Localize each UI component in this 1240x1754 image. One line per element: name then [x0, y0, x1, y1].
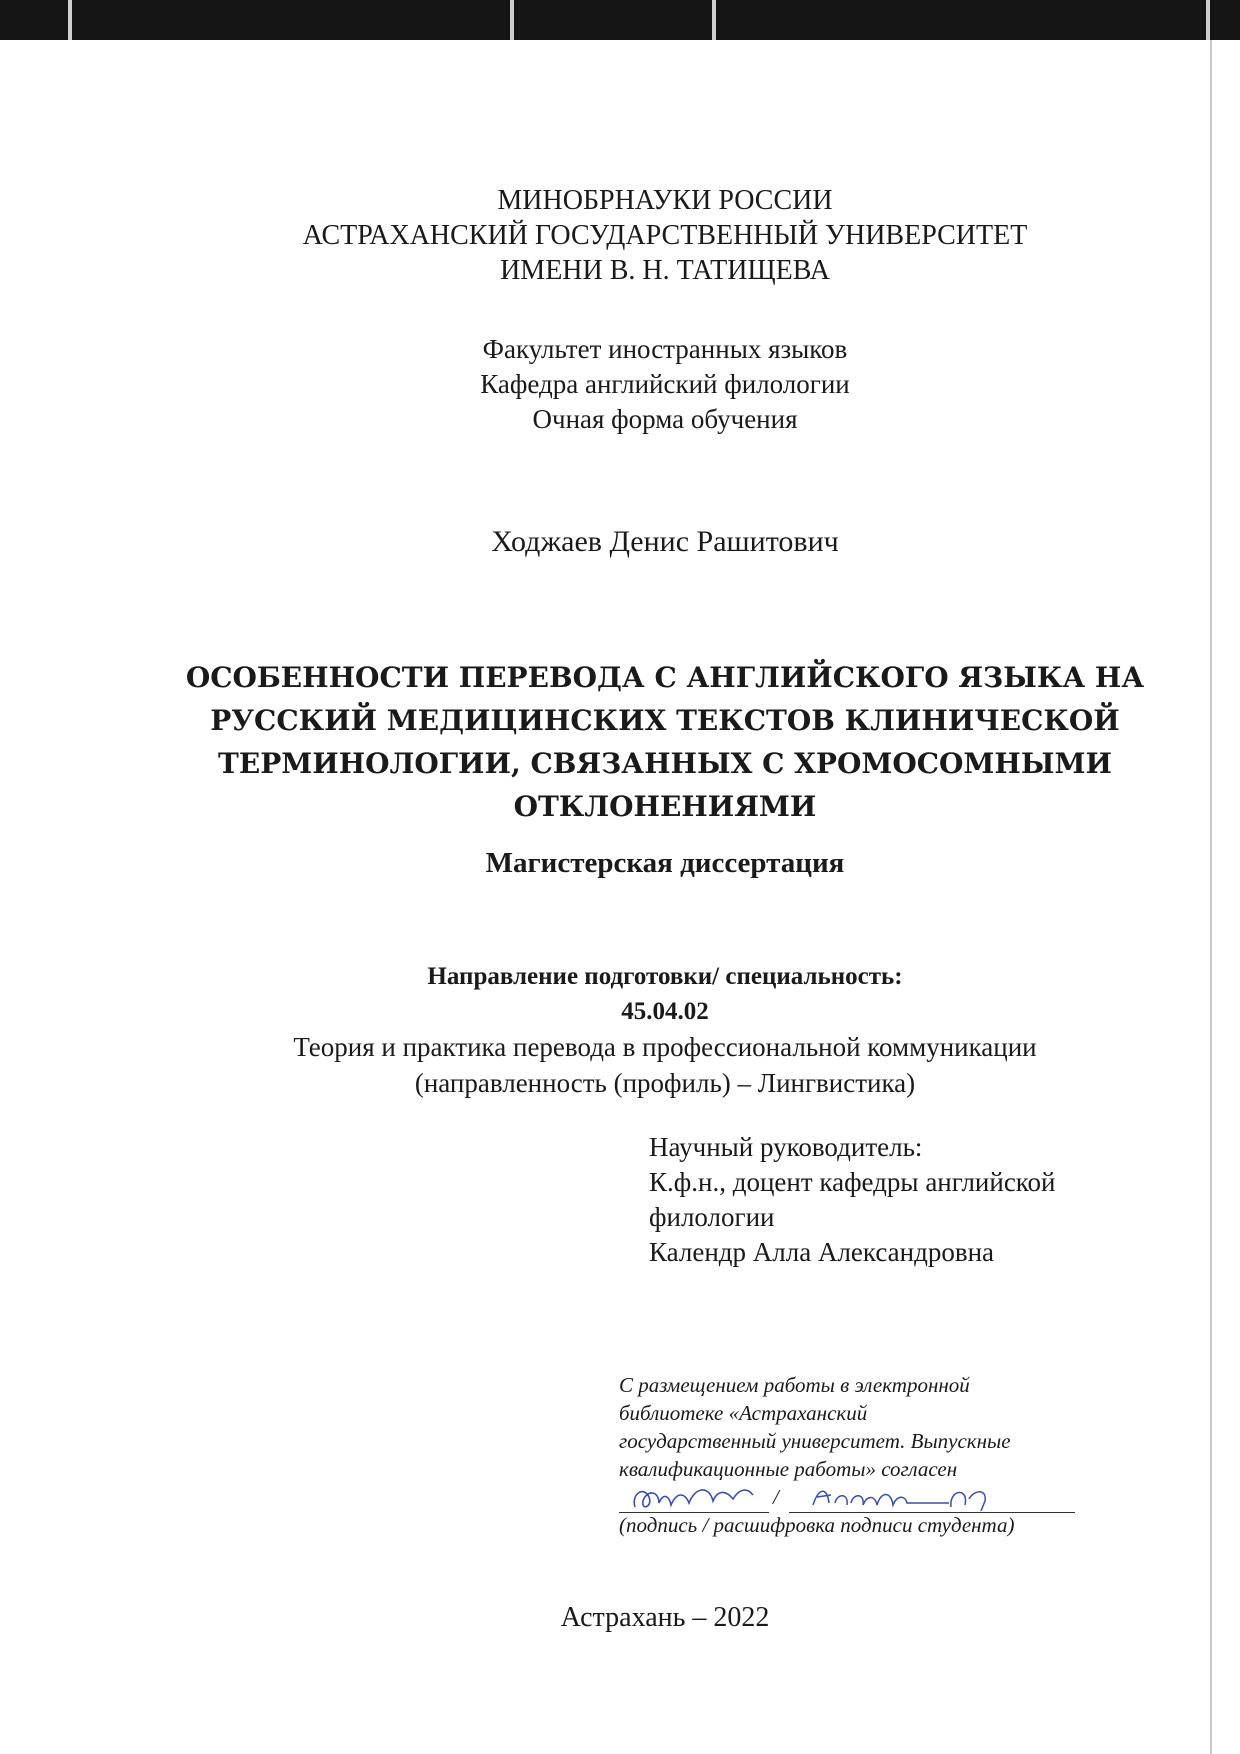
title-line: ОТКЛОНЕНИЯМИ	[513, 790, 817, 823]
title-line: ОСОБЕННОСТИ ПЕРЕВОДА С АНГЛИЙСКОГО ЯЗЫКА НА	[185, 661, 1145, 694]
scan-tick-mark	[510, 0, 514, 40]
direction-name: Теория и практика перевода в профессиональной коммуникации	[293, 1032, 1037, 1062]
consent-line: государственный университет. Выпускные	[619, 1429, 1011, 1453]
title-line: РУССКИЙ МЕДИЦИНСКИХ ТЕКСТОВ КЛИНИЧЕСКОЙ	[210, 704, 1120, 737]
signature-separator: /	[773, 1485, 779, 1509]
faculty-name: Факультет иностранных языков	[482, 334, 848, 364]
direction-code: 45.04.02	[621, 998, 709, 1025]
supervisor-block	[649, 1130, 1056, 1270]
handwritten-name	[809, 1481, 1009, 1515]
department-name: Кафедра английский филологии	[480, 369, 850, 399]
student-signature	[629, 1481, 759, 1515]
city-year: Астрахань – 2022	[560, 1602, 770, 1633]
consent-line: квалификационные работы» согласен	[619, 1457, 958, 1481]
title-line: ТЕРМИНОЛОГИИ, СВЯЗАННЫХ С ХРОМОСОМНЫМИ	[218, 747, 1112, 780]
study-form: Очная форма обучения	[532, 404, 798, 434]
direction-label: Направление подготовки/ специальность:	[427, 963, 903, 990]
university-name: АСТРАХАНСКИЙ ГОСУДАРСТВЕННЫЙ УНИВЕРСИТЕТ	[302, 220, 1028, 251]
scan-tick-mark	[1206, 0, 1210, 40]
faculty-block	[0, 332, 1240, 437]
thesis-title	[160, 656, 1170, 828]
consent-line: С размещением работы в электронной	[619, 1373, 970, 1397]
scan-top-bar	[0, 0, 1240, 40]
direction-profile: (направленность (профиль) – Лингвистика)	[414, 1068, 916, 1098]
consent-line: библиотеке «Астраханский	[619, 1401, 868, 1425]
ministry-block	[0, 183, 1240, 288]
consent-statement	[619, 1371, 1011, 1483]
scan-tick-mark	[68, 0, 72, 40]
thesis-type: Магистерская диссертация	[485, 847, 845, 879]
supervisor-position-cont: филологии	[649, 1202, 775, 1232]
scan-page-edge	[1210, 40, 1212, 1754]
signature-caption: (подпись / расшифровка подписи студента)	[619, 1513, 1015, 1537]
scan-tick-mark	[712, 0, 716, 40]
supervisor-position: К.ф.н., доцент кафедры английской	[649, 1167, 1056, 1197]
supervisor-label: Научный руководитель:	[649, 1132, 923, 1162]
author-name: Ходжаев Денис Рашитович	[491, 525, 839, 558]
university-name-cont: ИМЕНИ В. Н. ТАТИЩЕВА	[500, 255, 830, 286]
supervisor-name: Календр Алла Александровна	[649, 1237, 995, 1267]
ministry-name: МИНОБРНАУКИ РОССИИ	[497, 185, 833, 216]
